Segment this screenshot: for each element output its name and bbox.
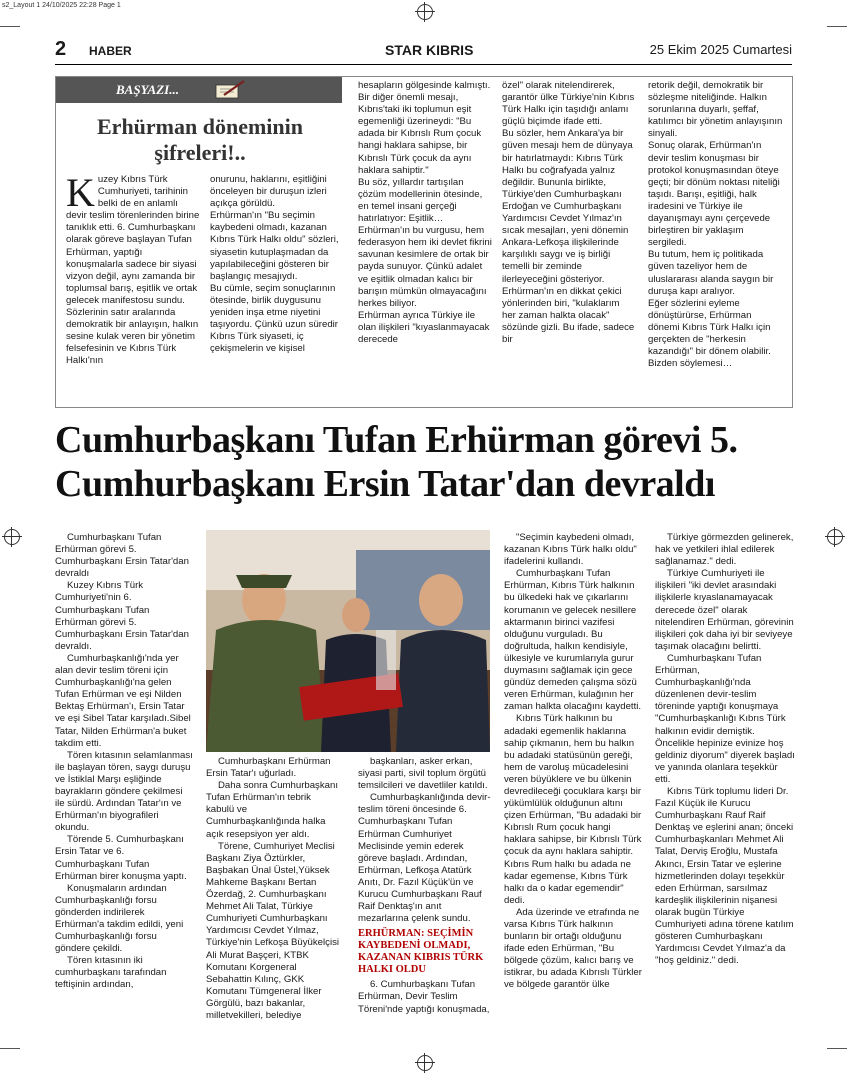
article-paragraph: Törende 5. Cumhurbaşkanı Ersin Tatar ve 6. Cumhurbaşkanı Tufan Erhürman birer konuşma yaptı. [55,834,187,882]
pen-paper-icon [210,79,246,99]
page-number: 2 [55,38,67,60]
article-paragraph: Cumhurbaşkanı Tufan Erhürman, Cumhurbaşkanlığı'nda düzenlenen devir-teslim töreninde yaptığı konuşmaya "Cumhurbaşkanlığı Kıbrıs Türk halkının evidir demiştik. Öncelikle hepinize evinize hoş geldiniz diyorum" diyerek başladı ve yanında olanlara teşekkür etti. [655,652,795,785]
article-paragraph: Ada üzerinde ve etrafında ne varsa Kıbrıs Türk halkının bunların bir ortağı olduğunu ifade eden Erhürman, "Bu bölgede çözüm, kalıcı barış ve istikrar, bu adada Kıbrıslı Türkler ve bölgede garantör ülke [504,906,642,991]
article-subhead: ERHÜRMAN: SEÇİMİN KAYBEDENİ OLMADI, KAZANAN KIBRIS TÜRK HALKI OLDU [358,928,484,976]
editorial-column-5: retorik değil, demokratik bir sözleşme niteliğinde. Halkın sorunlarına duyarlı, şeffaf, katılımcı bir yönetim anlayışının sinyali. Sonuç olarak, Erhürman'ın devir teslim konuşması bir protokol konuşmasından öteye geçti; bir dönüm noktası niteliği taşıdı. Barışı, eşitliği, halk iradesini ve Türkiye ile dayanışmayı aynı çerçevede birleştiren bir yaklaşım sergiledi. Bu tutum, hem iç politikada güven tazeliyor hem de uluslararası alanda saygın bir duruşa kapı aralıyor. Eğer sözlerini eyleme dönüştürürse, Erhürman dönemi Kıbrıs Türk Halkı için gerçekten de "herkesin kazandığı" bir dönem olabilir. Bizden söylemesi… [648,80,783,370]
editorial-text: uzey Kıbrıs Türk Cumhuriyeti, tarihinin belki de en anlamlı devir teslim törenlerinden birine tanıklık etti. 6. Cumhurbaşkanı olarak göreve başlayan Tufan Erhürman, yaptığı konuşmalarla sadece bir siyasi vizyon değil, aynı zamanda bir toplumsal barış, eşitlik ve ortak gelecek manifestosu sundu. Sözlerinin satır aralarında demokratik bir anlayışın, halkın sesine kulak veren bir yönetim felsefesinin ve Kıbrıs Türk Halkı'nın [66,174,200,367]
editorial-column-4: özel" olarak nitelendirerek, garantör ülke Türkiye'nin Kıbrıs Türk Halkı için taşıdığı anlamı güçlü biçimde ifade etti. Bu sözler, hem Ankara'ya bir güven mesajı hem de dünyaya bir hatırlatmaydı: Kıbrıs Türk Halkı bu coğrafyada yalnız değildir. Bununla birlikte, Türkiye'den Cumhurbaşkanı Erdoğan ve Cumhurbaşkanı Yardımcısı Cevdet Yılmaz'ın sıcak mesajları, yeni dönemin Ankara-Lefkoşa ilişkilerinde karşılıklı saygı ve iş birliği temelli bir zeminde ilerleyeceğini gösteriyor. Erhürman'ın en dikkat çekici yönlerinden biri, "kulaklarım her zaman halkta olacak" sözünde gizli. Bu ifade, sadece bir [502,80,635,345]
editorial-column-1 [66,174,200,404]
issue-date: 25 Ekim 2025 Cumartesi [649,42,792,57]
article-paragraph: Türkiye Cumhuriyeti ile ilişkileri "iki devlet arasındaki ilişkilerle kıyaslanamayacak derecede özel" olarak nitelendiren Erhürman, görevinin ilişkileri çok daha iyi bir seviyeye taşımak olacağını belirtti. [655,568,794,652]
article-column-5 [655,532,795,1062]
registration-mark-left [4,529,20,545]
article-paragraph: Türkiye görmezden gelinerek, hak ve yetkileri ihlal edilerek sağlanamaz." dedi. [655,532,794,568]
article-column-1 [55,532,193,1052]
ceremony-photo [206,530,490,752]
crop-mark [827,26,847,27]
article-paragraph: Daha sonra Cumhurbaşkanı Tufan Erhürman'ın tebrik kabulü ve Cumhurbaşkanlığında halka açık resepsiyon yer aldı. [206,780,338,840]
article-paragraph: Kıbrıs Türk halkının bu adadaki egemenlik haklarına sahip çıkmanın, hem bu halkın bu adadaki statüsünün gereği, hem de varoluş mücadelesini veren büyüklere ve bu ülkenin devredileceği çocuklara karşı bir yükümlülük olduğunun altını çizen Erhürman, "Bu adadaki bir Kıbrıslı Rum çocuk hangi haklara sahipse, bir Kıbrıslı Türk çocuk da aynı haklara sahiptir. Kıbrıs Rum halkı bu adada ne kadar egemense, Kıbrıs Türk halkı da o kadar egemendir" dedi. [504,713,642,906]
publication-name: STAR KIBRIS [385,42,474,58]
registration-mark-right [827,529,843,545]
editorial-tab [56,77,342,103]
registration-mark-top [417,4,433,20]
editorial-column-3: hesapların gölgesinde kalmıştı. Bir diğer önemli mesajı, Kıbrıs'taki iki toplumun eşit egemenliği üzerineydi: "Bu adada bir Kıbrıslı Rum çocuk hangi haklara sahipse, bir Kıbrıslı Türk çocuk da aynı haklara sahiptir." Bu söz, yıllardır tartışılan çözüm modellerinin ötesinde, en temel insani gerçeği hatırlatıyor: Eşitlik… Erhürman'ın bu vurgusu, hem federasyon hem iki devlet fikrini savunan kesimlere de ortak bir payda sunuyor. Çünkü adalet ve eşitlik olmadan kalıcı bir barışın mümkün olmayacağını herkes biliyor. Erhürman ayrıca Türkiye ile olan ilişkileri "kıyaslanmayacak derecede [358,80,492,345]
article-column-2 [206,756,340,1066]
article-paragraph: Kıbrıs Türk toplumu lideri Dr. Fazıl Küçük ile Kurucu Cumhurbaşkanı Rauf Raif Denktaş ve eşlerini anan; önceki Cumhurbaşkanları Mehmet Ali Talat, Derviş Eroğlu, Mustafa Akıncı, Ersin Tatar ve eşlerine hizmetlerinden dolayı teşekkür eden Erhürman, sarsılmaz kardeşlik ilişkilerinin nişanesi olarak bugün Türkiye Cumhuriyeti adına törene katılım gösteren Cumhurbaşkanı Yardımcısı Cevdet Yılmaz'a da "hoş geldiniz." dedi. [655,785,794,967]
header-rule [55,64,792,65]
article-paragraph: Cumhurbaşkanı Erhürman Ersin Tatar'ı uğurladı. [206,756,331,780]
article-paragraph: Törene, Cumhuriyet Meclisi Başkanı Ziya Öztürkler, Başbakan Ünal Üstel,Yüksek Mahkeme Başkanı Bertan Özerdağ, 2. Cumhurbaşkanı Mehmet Ali Talat, Türkiye Cumhuriyeti Cumhurbaşkanı Yardımcısı Cevdet Yılmaz, Türkiye'nin Lefkoşa Büyükelçisi Ali Murat Başçeri, KTBK Komutanı Korgeneral Sebahattin Kılınç, GKK Komutanı Tümgeneral İlker Görgülü, bazı bakanlar, milletvekilleri, belediye [206,840,340,1021]
article-paragraph: Kuzey Kıbrıs Türk Cumhuriyeti'nin 6. Cumhurbaşkanı Tufan Erhürman görevi 5. Cumhurbaşkanı Ersin Tatar'dan devraldı. [55,580,189,652]
print-slug: s2_Layout 1 24/10/2025 22:28 Page 1 [2,2,121,9]
crop-mark [827,1048,847,1049]
editorial-column-2: onurunu, haklarını, eşitliğini önceleyen bir duruşun izleri açıkça görüldü. Erhürman'ın "Bu seçimin kaybedeni olmadı, kazanan Kıbrıs Türk Halkı oldu" sözleri, siyasetin kutuplaşmadan da yapılabileceğini gösteren bir başlangıç mesajıydı. Bu cümle, seçim sonuçlarının ötesinde, birlik duygusunu yeniden inşa etme niyetini taşıyordu. Çünkü uzun süredir Kıbrıs Türk siyaseti, iç çekişmelerin ve kişisel [210,174,339,355]
editorial-tab-label: BAŞYAZI... [116,82,179,97]
section-label: HABER [89,44,132,58]
page-header [55,38,792,62]
crop-mark [0,1048,20,1049]
article-paragraph: Tören kıtasının selamlanması ile başlayan tören, saygı duruşu ve İstiklal Marşı eşliğinde bayrakların göndere çekilmesi ile sürdü. Ardından Tatar'ın ve Erhürman'ın biyografileri okundu. [55,749,193,834]
crop-mark [0,26,20,27]
article-column-3 [358,756,492,1066]
article-column-3-body [358,756,492,925]
article-paragraph: başkanları, asker erkan, siyasi parti, sivil toplum örgütü temsilcileri ve davetliler katıldı. [358,756,488,792]
drop-cap: K [66,174,95,215]
article-paragraph: Cumhurbaşkanlığında devir-teslim töreni öncesinde 6. Cumhurbaşkanı Tufan Erhürman Cumhuriyet Meclisinde yemin ederek göreve başladı. Ardından, Erhürman, Lefkoşa Atatürk Anıtı, Dr. Fazıl Küçük'ün ve Kurucu Cumhurbaşkanı Rauf Raif Denktaş'ın anıt mezarlarına çelenk sundu. [358,792,491,925]
article-paragraph: Cumhurbaşkanı Tufan Erhürman görevi 5. Cumhurbaşkanı Ersin Tatar'dan devraldı [55,532,189,580]
article-paragraph: "Seçimin kaybedeni olmadı, kazanan Kıbrıs Türk halkı oldu" ifadelerini kullandı. [504,532,637,568]
main-headline: Cumhurbaşkanı Tufan Erhürman görevi 5. Cumhurbaşkanı Ersin Tatar'dan devraldı [55,419,738,505]
article-column-3-continued [358,979,492,1015]
editorial-title: Erhürman döneminin şifreleri!.. [97,114,303,165]
article-column-4 [504,532,644,1062]
article-paragraph: 6. Cumhurbaşkanı Tufan Erhürman, Devir Teslim Töreni'nde yaptığı konuşmada, [358,979,490,1015]
article-paragraph: Cumhurbaşkanlığı'nda yer alan devir teslim töreni için Cumhurbaşkanlığı'na gelen Tufan Erhürman ve eşi Nilden Bektaş Erhürman'ı, Ersin Tatar ve eşi Sibel Tatar karşıladı.Sibel Tatar, Nilden Erhürman'a buket takdim etti. [55,652,191,749]
article-paragraph: Konuşmaların ardından Cumhurbaşkanlığı forsu gönderden indirilerek Erhürman'a takdim edildi, yeni Cumhurbaşkanlığı forsu göndere çekildi. [55,882,184,955]
article-paragraph: Tören kıtasının iki cumhurbaşkanı tarafından teftişinin ardından, [55,955,167,991]
article-paragraph: Cumhurbaşkanı Tufan Erhürman, Kıbrıs Türk halkının bu ülkedeki hak ve çıkarlarını korumanın ve gelecek nesillere aktarmanın birinci vazifesi olduğunu vurguladı. Bu doğrultuda, halkın kendisiyle, ülkesiyle ve kurumlarıyla gurur duymasını sağlamak için gece gündüz demeden çalışma sözü veren Erhürman, kulağının her zaman halkta olacağını kaydetti. [504,568,642,713]
